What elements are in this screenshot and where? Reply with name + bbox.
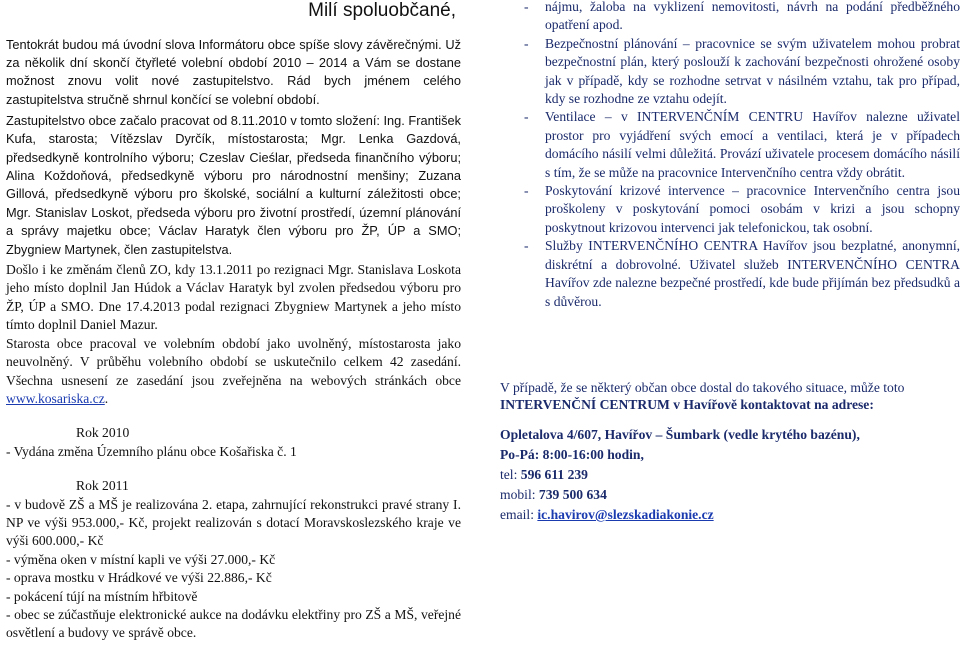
mobile-value: 739 500 634 <box>538 486 607 502</box>
year-2010-list <box>6 443 461 461</box>
notice-text: V případě, že se některý občan obce dostal do takového situace, může toto <box>500 379 905 395</box>
website-link[interactable]: www.kosariska.cz <box>6 390 105 406</box>
email-label: email: <box>500 506 538 522</box>
list-item: - Bezpečnostní plánování – pracovnice se svým uživatelem mohou probrat bezpečnostní plán, který poslouží k zachování bezpečnosti ohrožené osoby jak v případě, kdy se rozhodne setrvat v násilném vztahu, tak pro případ, kdy se rozhodne ze vztahu odejít. <box>500 35 960 109</box>
council-paragraph: Zastupitelstvo obce začalo pracovat od 8.11.2010 v tomto složení: Ing. František Kufa, starosta; Vítězslav Dyrčík, místostarosta; Mgr. Lenka Gazdová, předsedkyně kontrolního výboru; Czeslav Cieślar, předseda finančního výboru; Alina Koždoňová, předsedkyně výboru pro národnostní menšiny; Zuzana Gillová, předsedkyně výboru pro školské, sociální a kulturní záležitosti obce; Mgr. Stanislav Loskot, předseda výboru pro životní prostředí, územní plánování a správy majetku obce; Václav Haratyk člen výboru pro ŽP, ÚP a SMO; Zbygniew Martynek, člen zastupitelstva. <box>6 112 462 257</box>
year-2010-heading: Rok 2010 <box>76 425 130 441</box>
mobile-row <box>500 485 960 505</box>
intro-paragraph: Tentokrát budou má úvodní slova Informátoru obce spíše slovy závěrečnými. Už za několik dní skončí čtyřleté volební období 2010 – 2014 a Vám se dostane možnost znovu volit nové zastupitelstvo. Rád bych jménem celého zastupitelstva stručně shrnul končící se volební období. <box>6 37 461 107</box>
sessions-text: Starosta obce pracoval ve volebním období jako uvolněný, místostarosta jako neuvolněný. V průběhu volebního období se uskutečnilo celkem 42 zasedání. Všechna usnesení ze zasedání jsou zveřejněna na webových stránkách obce <box>6 335 461 388</box>
phone-label: tel: <box>500 466 521 482</box>
list-item: - oprava mostku v Hrádkové ve výši 22.886,- Kč <box>6 570 272 586</box>
year-2011-list <box>6 496 461 643</box>
list-item: - Vydána změna Územního plánu obce Košařiska č. 1 <box>6 443 297 459</box>
list-item: - Služby INTERVENČNÍHO CENTRA Havířov jsou bezplatné, anonymní, diskrétní a dobrovolné. Uživatel služeb INTERVENČNÍHO CENTRA Havířov zde nalezne bezpečné prostředí, kde bude přijímán bez předsudků a s důvěrou. <box>500 237 960 311</box>
list-item: - nájmu, žaloba na vyklizení nemovitosti, návrh na podání předběžného opatření apod. <box>500 0 960 35</box>
sessions-end: . <box>104 390 109 406</box>
page-title: Milí spoluobčané, <box>308 0 456 21</box>
list-item: - výměna oken v místní kapli ve výši 27.000,- Kč <box>6 551 276 567</box>
phone-row <box>500 465 960 485</box>
email-link[interactable]: ic.havirov@slezskadiakonie.cz <box>537 506 714 522</box>
email-row <box>500 505 960 525</box>
phone-value: 596 611 239 <box>520 466 588 482</box>
services-list <box>500 0 960 311</box>
notice-paragraph <box>500 379 960 413</box>
list-item: - obec se zúčastňuje elektronické aukce na dodávku elektřiny pro ZŠ a MŠ, veřejné osvětlení a budovy ve správě obce. <box>6 606 461 641</box>
year-2011-heading: Rok 2011 <box>76 478 129 494</box>
contact-block <box>500 425 960 525</box>
address-text: Opletalova 4/607, Havířov – Šumbark (vedle krytého bazénu), <box>500 426 860 442</box>
notice-bold: INTERVENČNÍ CENTRUM v Havířově kontaktovat na adrese: <box>500 396 874 412</box>
list-item: - v budově ZŠ a MŠ je realizována 2. etapa, zahrnující rekonstrukci pravé strany I. NP ve výši 953.000,- Kč, projekt realizován s dotací Moravskoslezského kraje ve výši 600.000,- Kč <box>6 496 461 549</box>
list-item: - pokácení tújí na místním hřbitově <box>6 588 198 604</box>
sessions-paragraph <box>6 335 461 409</box>
right-column <box>500 0 960 525</box>
list-item: - Ventilace – v INTERVENČNÍM CENTRU Havířov nalezne uživatel prostor pro vyjádření svých emocí a ventilaci, která je v případech domácího násilí velmi důležitá. Provází uživatele procesem domácího násilí s tím, že se může na pracovnice Intervenčního centra vždy obrátit. <box>500 108 960 182</box>
mobile-label: mobil: <box>500 486 539 502</box>
changes-paragraph: Došlo i ke změnám členů ZO, kdy 13.1.2011 po rezignaci Mgr. Stanislava Loskota jeho místo doplnil Jan Húdok a Václav Haratyk byl zvolen předsedou výboru pro ŽP, ÚP a SMO. Dne 17.4.2013 podal rezignaci Zbygniew Martynek a jeho místo tímto doplnil Daniel Mazur. <box>6 262 461 333</box>
list-item: - Poskytování krizové intervence – pracovnice Intervenčního centra jsou proškoleny v poskytování pomoci osobám v krizi a jsou schopny poskytnout krizovou intervenci jak telefonickou, tak osobní. <box>500 182 960 237</box>
left-column <box>6 0 461 643</box>
hours-text: Po-Pá: 8:00-16:00 hodin, <box>500 446 644 462</box>
